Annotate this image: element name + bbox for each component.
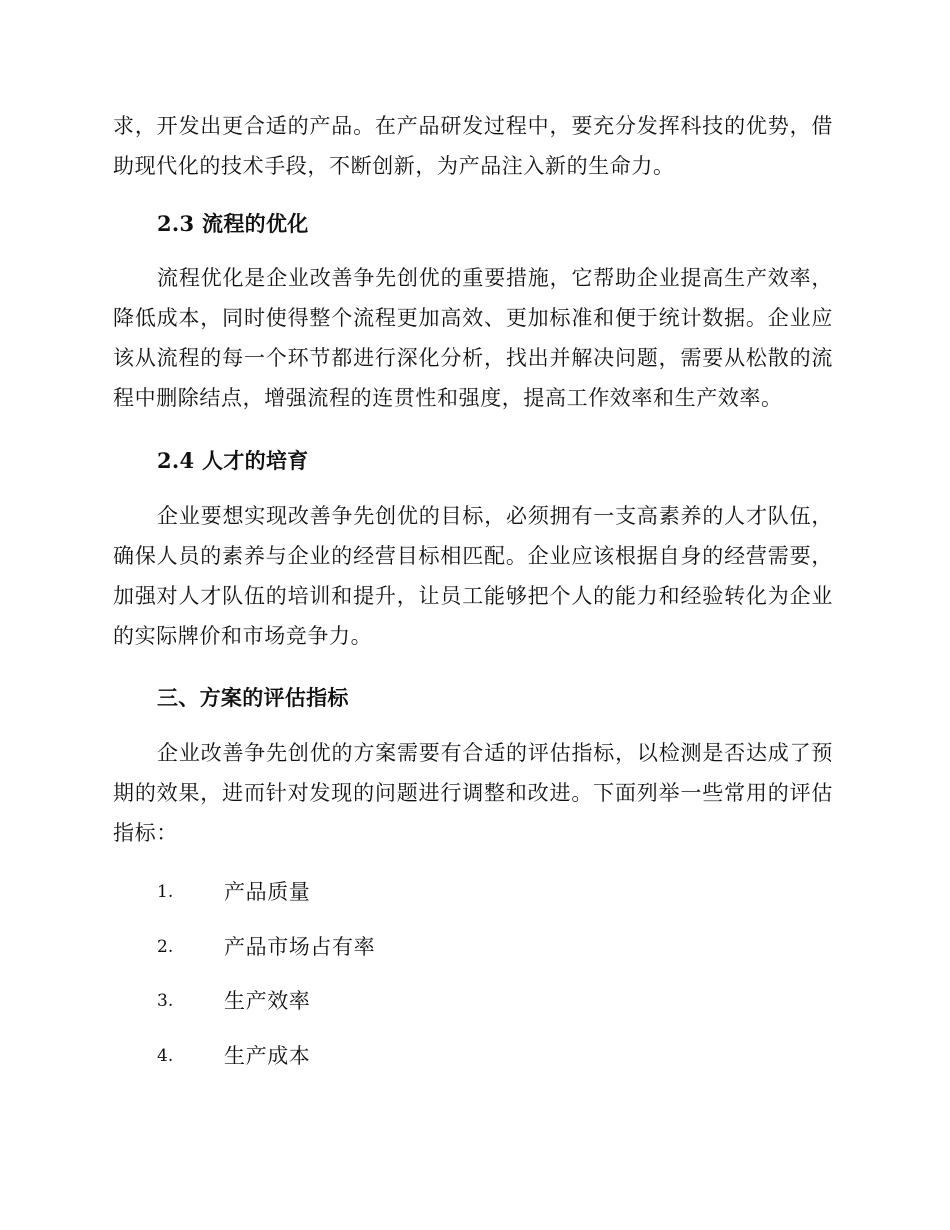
list-item-text: 生产效率 [224, 989, 311, 1013]
list-item [157, 1041, 757, 1071]
paragraph-evaluation-indicators: 企业改善争先创优的方案需要有合适的评估指标，以检测是否达成了预期的效果，进而针对发现的问题进行调整和改进。下面列举一些常用的评估指标： [113, 741, 833, 845]
heading-2-4-talent-cultivation: 2.4 人才的培育 [157, 448, 309, 473]
list-item-text: 产品质量 [224, 880, 311, 904]
list-item-number: 2. [157, 937, 174, 957]
list-item-number: 3. [157, 991, 174, 1011]
list-item-text: 生产成本 [224, 1044, 311, 1068]
list-item-number: 4. [157, 1046, 174, 1066]
paragraph-continued: 求，开发出更合适的产品。在产品研发过程中，要充分发挥科技的优势，借助现代化的技术手段，不断创新，为产品注入新的生命力。 [113, 114, 833, 178]
paragraph-talent-cultivation: 企业要想实现改善争先创优的目标，必须拥有一支高素养的人才队伍，确保人员的素养与企业的经营目标相匹配。企业应该根据自身的经营需要，加强对人才队伍的培训和提升，让员工能够把个人的能力和经验转化为企业的实际牌价和市场竞争力。 [113, 504, 833, 648]
list-item [157, 986, 757, 1016]
paragraph-process-optimization: 流程优化是企业改善争先创优的重要措施，它帮助企业提高生产效率，降低成本，同时使得整个流程更加高效、更加标准和便于统计数据。企业应该从流程的每一个环节都进行深化分析，找出并解决问题，需要从松散的流程中删除结点，增强流程的连贯性和强度，提高工作效率和生产效率。 [113, 266, 833, 410]
list-item [157, 877, 757, 907]
list-item-text: 产品市场占有率 [224, 935, 376, 959]
list-item-number: 1. [157, 882, 174, 902]
heading-2-3-process-optimization: 2.3 流程的优化 [157, 211, 309, 236]
heading-3-evaluation-indicators: 三、方案的评估指标 [157, 685, 349, 710]
list-item [157, 932, 757, 962]
